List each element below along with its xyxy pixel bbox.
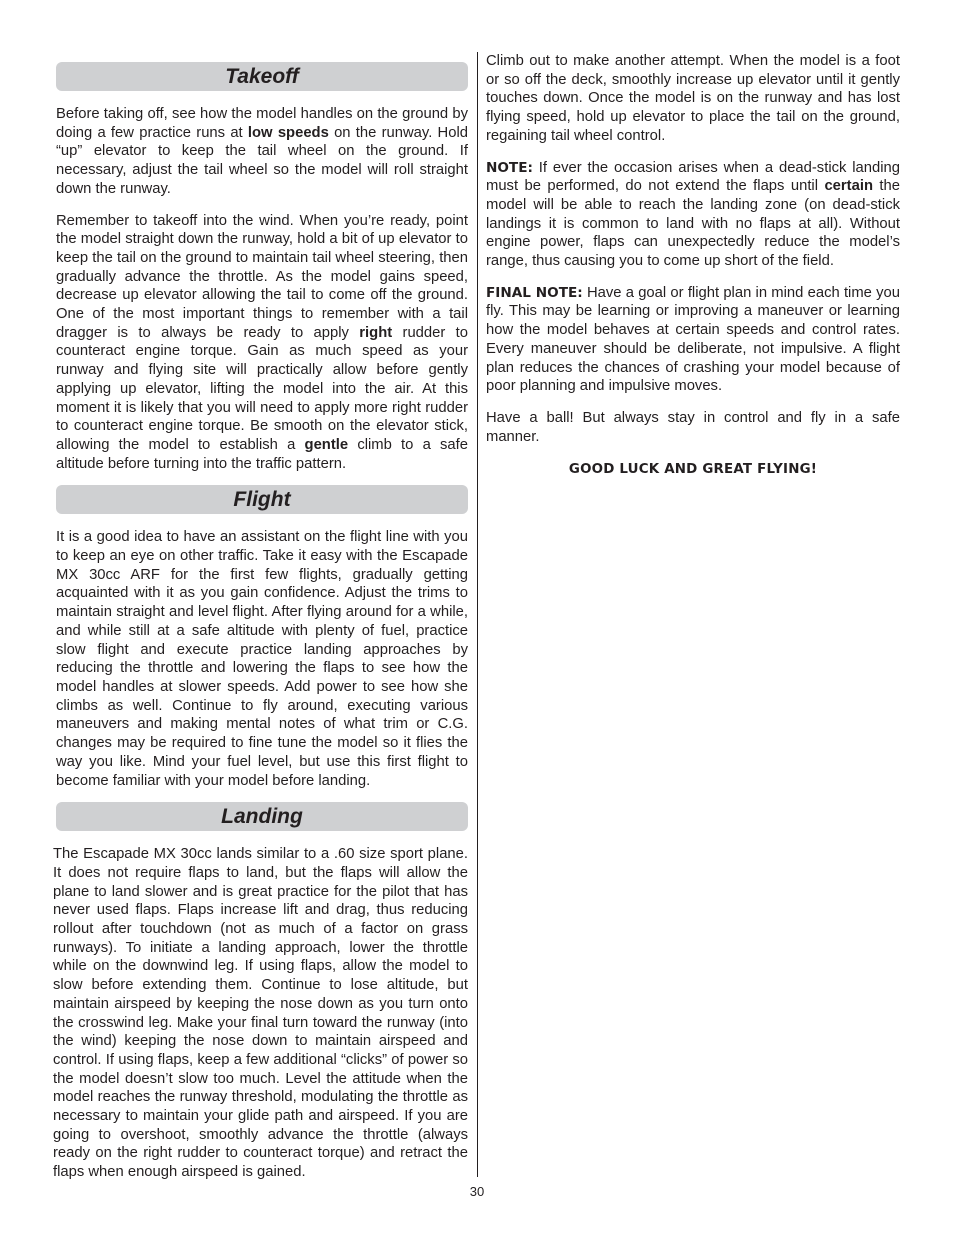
landing-paragraph-2: Climb out to make another attempt. When the model is a foot or so off the deck, smoothly increase up elevator until it gently touches down. Once the model is on the runway and has lost flying speed, hold up elevator to place the tail on the ground, regaining tail wheel control. <box>486 53 900 144</box>
takeoff-paragraph-1: Before taking off, see how the model handles on the ground by doing a few practice runs at low speeds on the runway. Hold “up” elevator to keep the tail wheel on the ground. If necessary, adjust the tail wheel so the model will roll straight down the runway. <box>56 106 468 197</box>
takeoff-paragraph-2: Remember to takeoff into the wind. When you’re ready, point the model straight down the runway, hold a bit of up elevator to keep the tail on the ground to maintain tail wheel steering, then gradually advance the throttle. As the model gains speed, decrease up elevator allowing the tail to come off the ground. One of the most important things to remember with a tail dragger is to always be ready to apply right rudder to counteract engine torque. Gain as much speed as your runway and flying site will practically allow before gently applying up elevator, lifting the model into the air. At this moment it is likely that you will need to apply more right rudder to counteract engine torque. Be smooth on the elevator stick, allowing the model to establish a gentle climb to a safe altitude before turning into the traffic pattern. <box>56 212 468 472</box>
final-note-label: FINAL NOTE: <box>486 284 583 301</box>
landing-heading: Landing <box>56 802 468 831</box>
left-column <box>53 62 468 1182</box>
signoff-text: GOOD LUCK AND GREAT FLYING! <box>568 462 818 478</box>
closing-text: Have a ball! But always stay in control and fly in a safe manner. <box>486 409 900 445</box>
flight-paragraph: It is a good idea to have an assistant on the flight line with you to keep an eye on other traffic. Take it easy with the Escapade MX 30cc ARF for the first few flights, gradually getting acquainted with it as you gain confidence. Adjust the trims to maintain straight and level flight. After flying around for a while, and while still at a safe altitude with plenty of fuel, practice slow flight and execute practice landing approaches by reducing the throttle and lowering the flaps to see how the model handles at slower speeds. Add power to see how she climbs as well. Continue to fly around, executing various maneuvers and making mental notes of what trim or C.G. changes may be required to fine tune the model so it flies the way you like. Mind your fuel level, but use this first flight to become familiar with your model before landing. <box>56 529 468 789</box>
final-note-paragraph: FINAL NOTE: Have a goal or flight plan in mind each time you fly. This may be learning or improving a maneuver or learning how the model behaves at certain speeds and control rates. Every maneuver should be deliberate, not impulsive. A flight plan reduces the chances of crashing your model because of poor planning and impulsive moves. <box>486 284 900 395</box>
column-divider <box>477 52 478 1177</box>
note-paragraph: NOTE: If ever the occasion arises when a dead-stick landing must be performed, do not extend the flaps until certain the model will be able to reach the landing zone (on dead-stick landings it is common to land with no flaps at all). Without engine power, flaps can unexpectedly reduce the model’s range, thus causing you to come up short of the field. <box>486 159 900 270</box>
flight-heading: Flight <box>56 485 468 514</box>
landing-paragraph-1: The Escapade MX 30cc lands similar to a .60 size sport plane. It does not require flaps to land, but the flaps will allow the plane to land slower and is great practice for the pilot that has never used flaps. Flaps increase lift and drag, thus reducing rollout after touchdown (not as much of a factor on grass runways). To initiate a landing approach, lower the throttle while on the downwind leg. If using flaps, allow the model to slow before extending them. Continue to lose altitude, but maintain airspeed by keeping the nose down as you turn onto the crosswind leg. Make your final turn toward the runway (into the wind) keeping the nose down to maintain airspeed and control. If using flaps, keep a few additional “clicks” of power so the model doesn’t slow too much. Level the attitude when the model reaches the runway threshold, modulating the throttle as necessary to maintain your glide path and airspeed. If you are going to overshoot, smoothly advance the throttle (always ready on the right rudder to counteract torque) and retract the flaps when enough airspeed is gained. <box>53 846 468 1181</box>
right-column <box>486 52 900 477</box>
takeoff-heading: Takeoff <box>56 62 468 91</box>
note-label: NOTE: <box>486 159 533 176</box>
page-number: 30 <box>469 1184 485 1199</box>
